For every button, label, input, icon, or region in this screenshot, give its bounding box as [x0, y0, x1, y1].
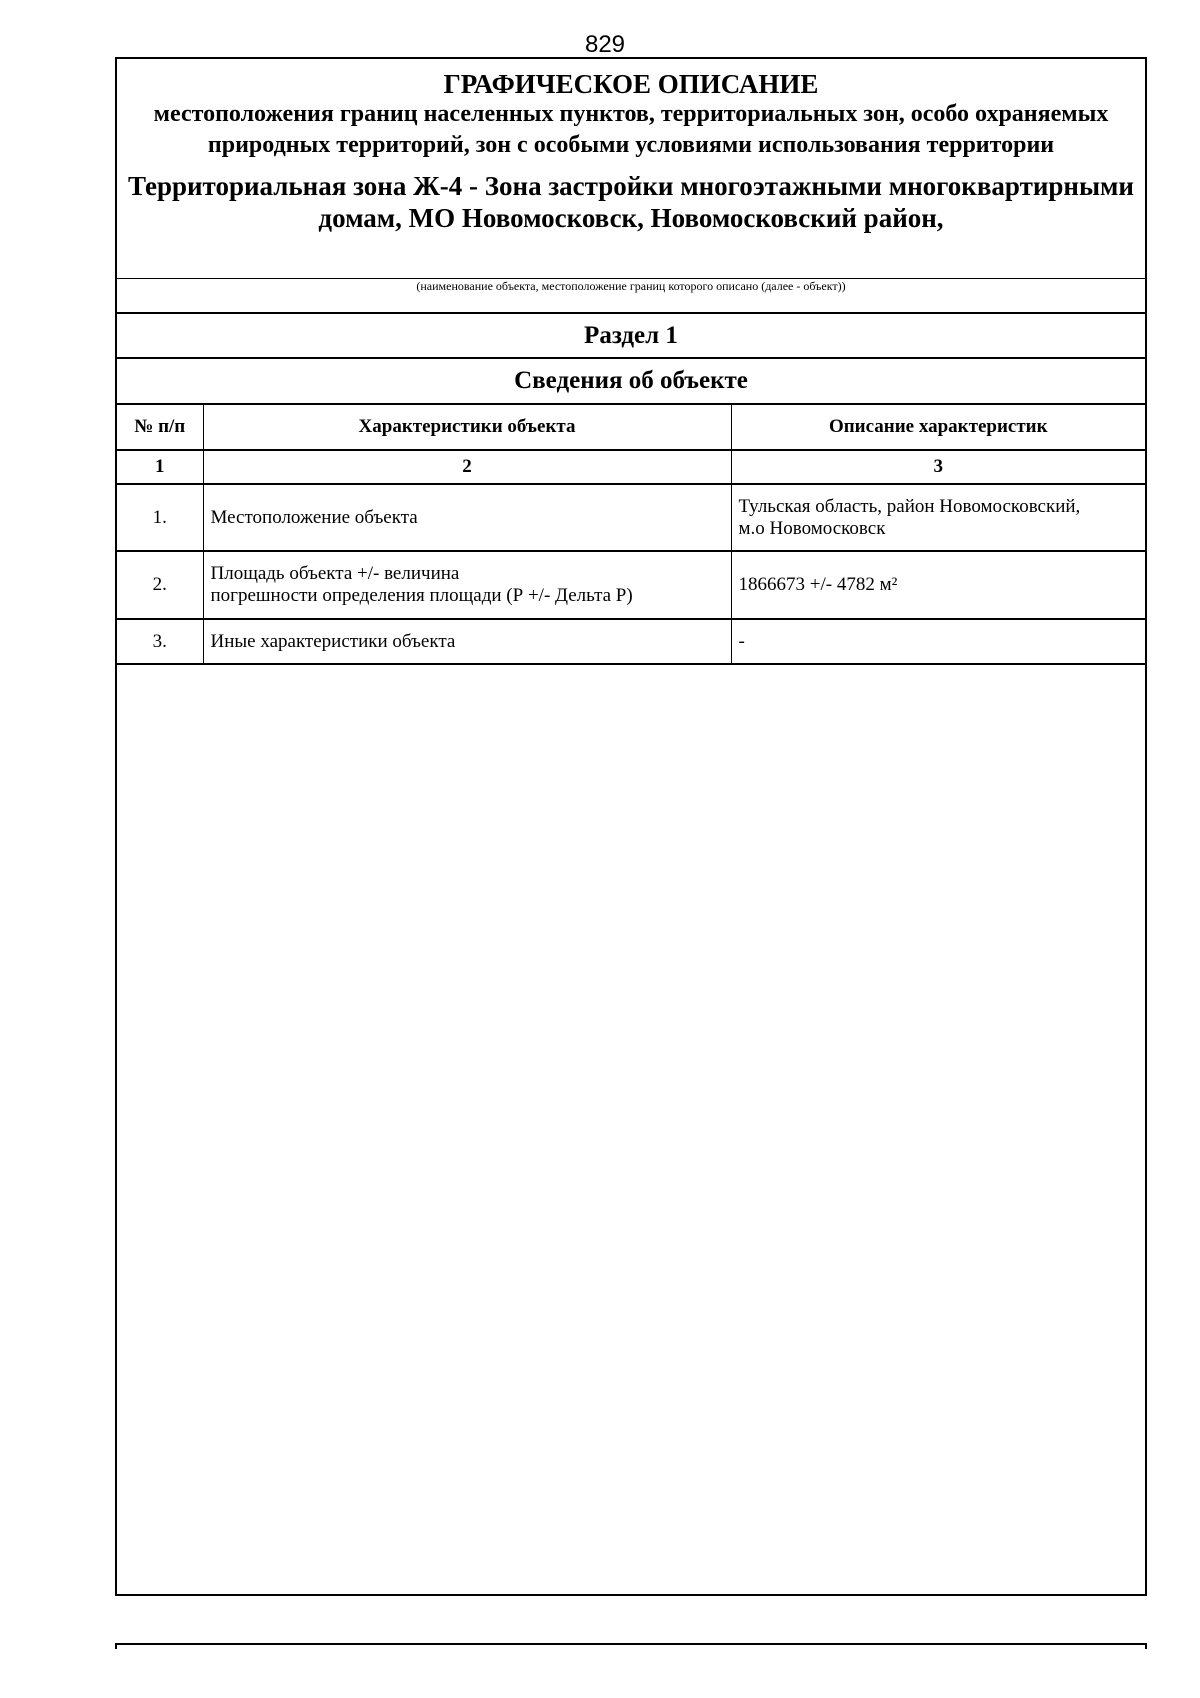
bottom-rule-tick-right: [1145, 1643, 1147, 1649]
table-column-numbers-row: [117, 450, 1145, 484]
column-header-characteristic: Характеристики объекта: [203, 405, 731, 450]
characteristic-line: Местоположение объекта: [210, 506, 418, 528]
document-subtitle: местоположения границ населенных пунктов, территориальных зон, особо охраняемых природных территорий, зон с особыми условиями использования территории: [153, 101, 1109, 158]
row-description: [731, 619, 1145, 664]
document-frame: [115, 57, 1147, 1596]
row-characteristic: [203, 484, 731, 551]
description-line: м.о Новомосковск: [738, 517, 886, 539]
object-properties-table: [117, 405, 1145, 665]
column-header-number: № п/п: [117, 405, 203, 450]
column-number-2: 2: [203, 450, 731, 484]
object-caption: (наименование объекта, местоположение границ которого описано (далее - объект)): [416, 279, 846, 293]
description-line: Тульская область, район Новомосковский,: [738, 495, 1081, 517]
document-title: ГРАФИЧЕСКОЕ ОПИСАНИЕ: [443, 69, 819, 99]
row-number: 3.: [117, 619, 203, 664]
section-label: Раздел 1: [117, 314, 1145, 359]
row-number: 1.: [117, 484, 203, 551]
description-line: 1866673 +/- 4782 м²: [738, 574, 898, 595]
table-row: [117, 551, 1145, 619]
column-number-1: 1: [117, 450, 203, 484]
description-line: -: [738, 630, 745, 652]
bottom-rule-tick-left: [115, 1643, 117, 1649]
page-number: 829: [584, 31, 626, 58]
row-description: [731, 551, 1145, 619]
characteristic-line: Площадь объекта +/- величина: [210, 563, 460, 584]
row-characteristic: [203, 551, 731, 619]
characteristic-line: Иные характеристики объекта: [210, 630, 456, 652]
document-header: [117, 59, 1145, 278]
column-number-3: 3: [731, 450, 1145, 484]
table-row: [117, 619, 1145, 664]
row-number: 2.: [117, 551, 203, 619]
row-characteristic: [203, 619, 731, 664]
table-row: [117, 484, 1145, 551]
table-header-row: [117, 405, 1145, 450]
object-caption-row: [117, 278, 1145, 314]
row-description: [731, 484, 1145, 551]
bottom-rule: [115, 1643, 1147, 1645]
zone-name: Территориальная зона Ж-4 - Зона застройки многоэтажными многоквартирными домам, МО Новомосковск, Новомосковский район,: [127, 171, 1134, 233]
characteristic-line: погрешности определения площади (Р +/- Дельта Р): [210, 585, 633, 606]
column-header-description: Описание характеристик: [731, 405, 1145, 450]
section-title: Сведения об объекте: [117, 359, 1145, 405]
